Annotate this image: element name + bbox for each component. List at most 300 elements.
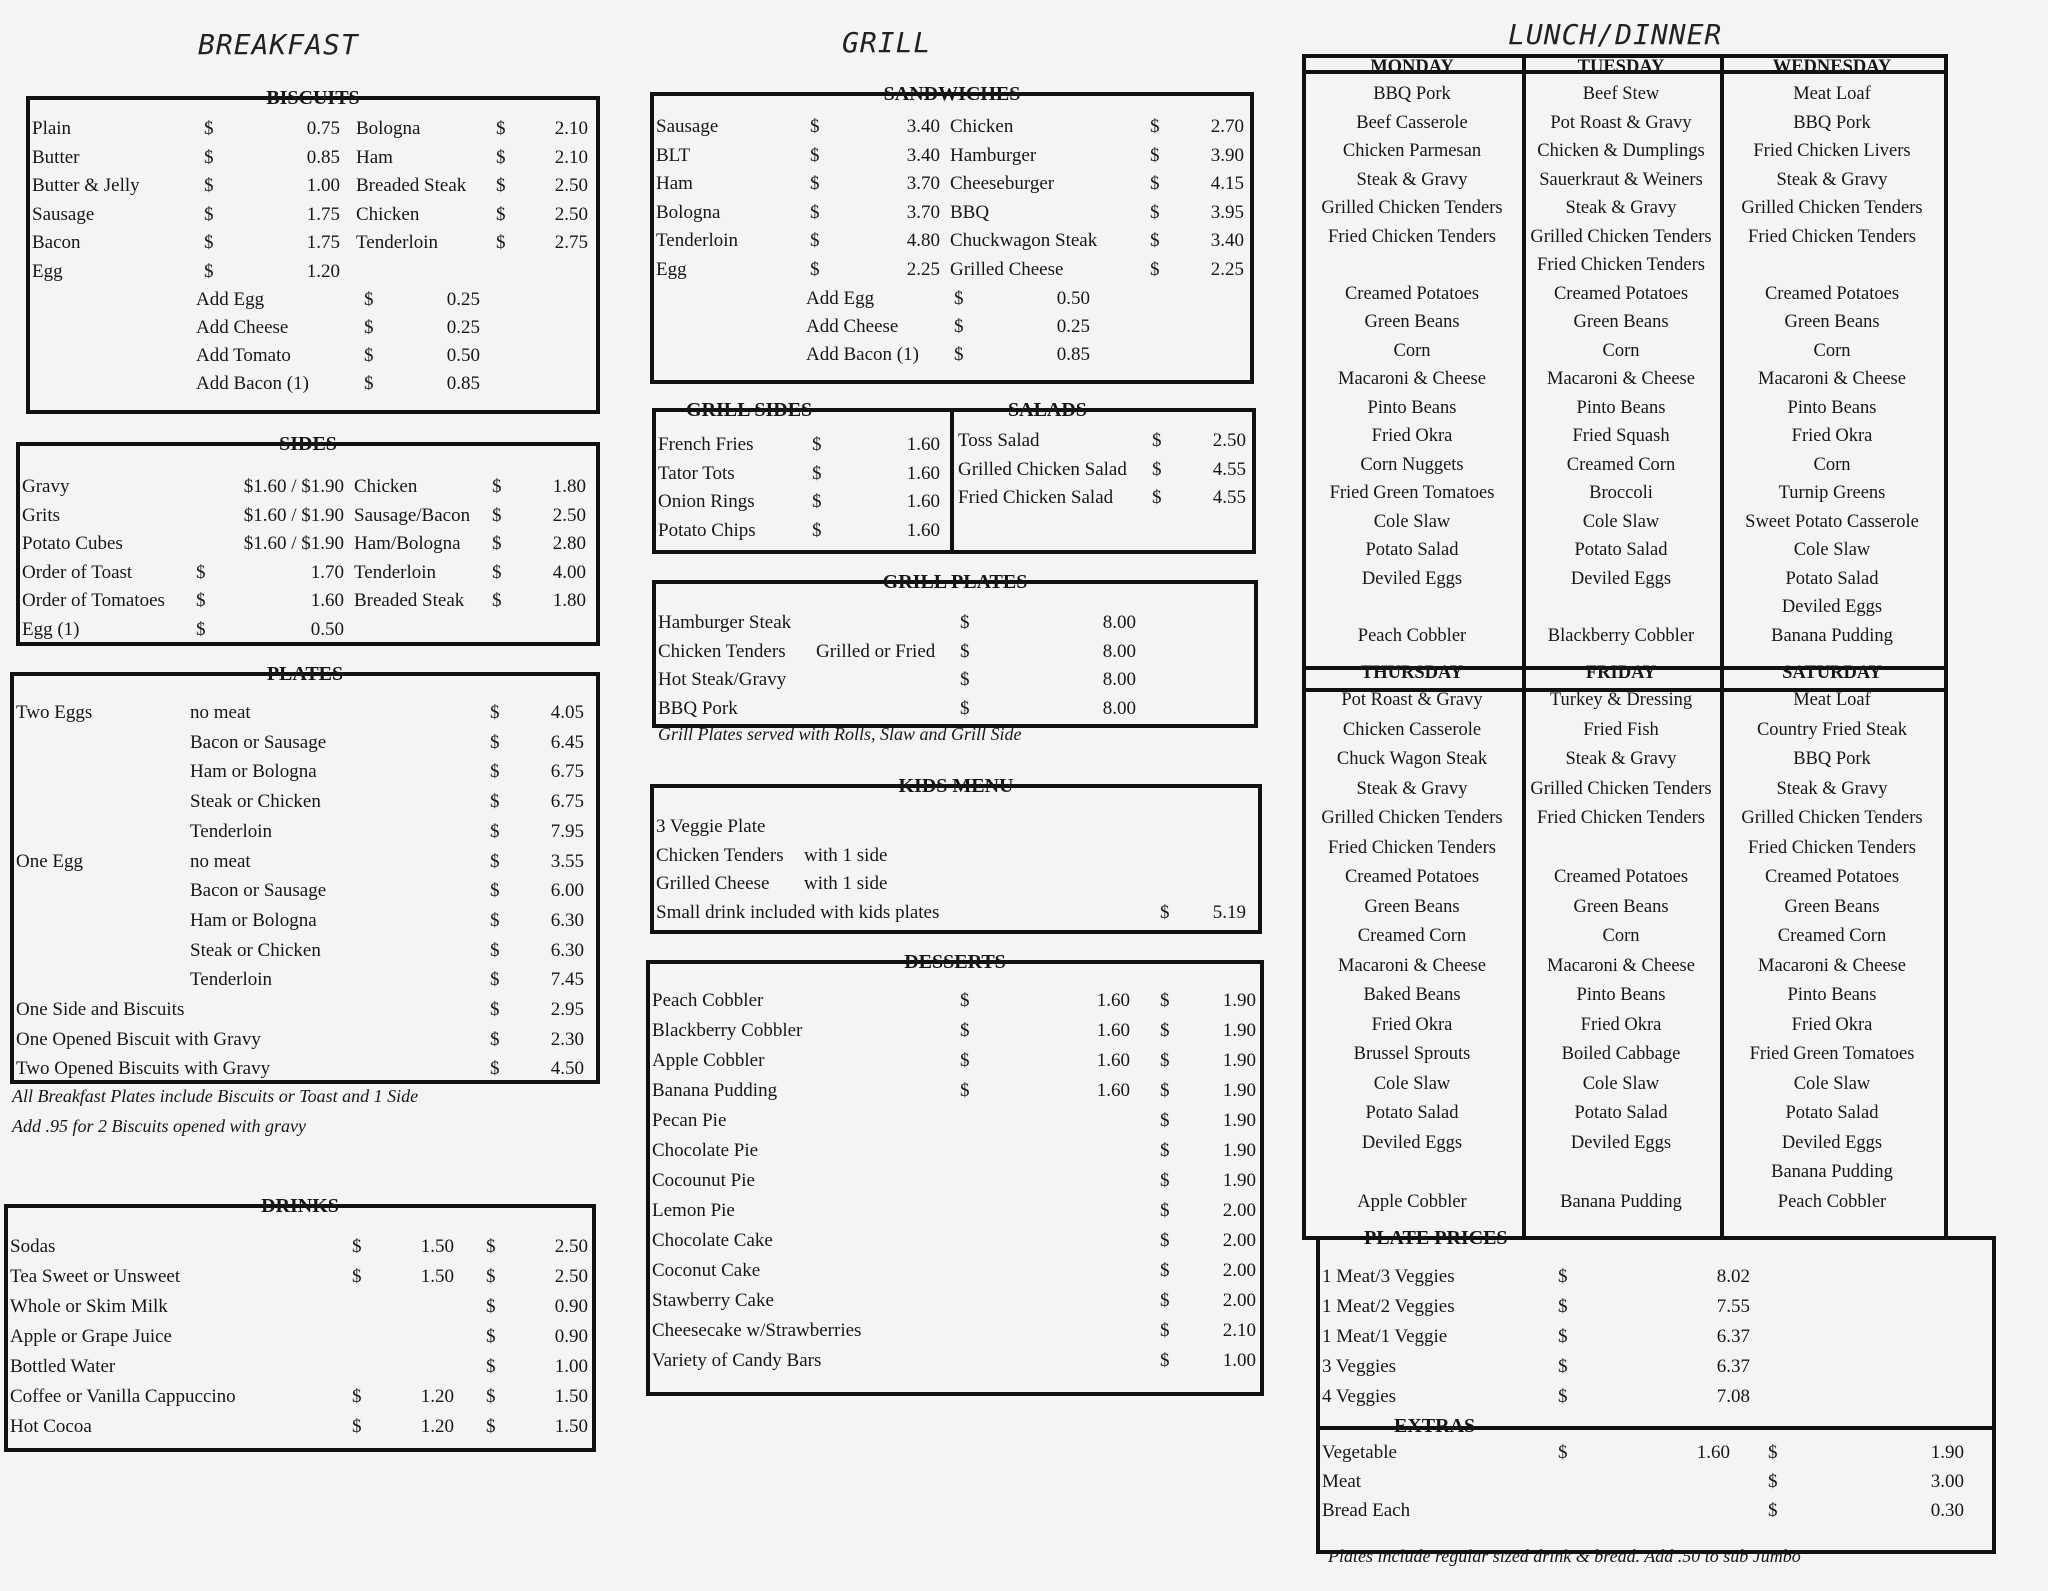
kids-menu-section [650, 775, 1262, 934]
grill-side-item-price: 1.60 [906, 434, 940, 455]
grill-plate-item-cur: $ [960, 612, 970, 633]
sandwich-item-cur: $ [810, 258, 820, 280]
day-menu-item: Chicken Casserole [1342, 719, 1482, 740]
day-menu-item: Sauerkraut & Weiners [1539, 169, 1703, 190]
sandwich-item-name: BBQ [950, 201, 990, 223]
day-column-monday [1306, 56, 1518, 650]
biscuit-item-price: 2.10 [554, 146, 588, 168]
drink-item-p1: 1.20 [420, 1416, 454, 1437]
sandwich-item-cur: $ [1150, 173, 1160, 194]
drink-item-p1: 1.20 [420, 1386, 454, 1407]
day-menu-item: Banana Pudding [1771, 1162, 1893, 1182]
day-menu-item: Cole Slaw [1373, 1073, 1451, 1094]
biscuit-addon-price: 0.25 [446, 317, 480, 338]
sandwich-item-name: Sausage [656, 116, 719, 137]
plate-item-price: 6.75 [550, 791, 584, 813]
drink-item [8, 1232, 592, 1261]
grill-side-item-cur: $ [812, 462, 822, 484]
day-menu-item: Fried Okra [1791, 426, 1873, 446]
drink-item-c1: $ [352, 1236, 362, 1257]
day-menu-item: Grilled Chicken Tenders [1321, 808, 1503, 828]
day-menu-item: Potato Salad [1365, 540, 1459, 560]
day-column-saturday [1722, 662, 1942, 1217]
plate-item-cur: $ [490, 702, 500, 723]
dessert-item [650, 1226, 1260, 1255]
day-menu-item: Turkey & Dressing [1549, 690, 1693, 710]
drink-item [8, 1292, 592, 1321]
biscuit-item-price: 1.00 [306, 175, 340, 196]
side-item-cur: $ [196, 590, 206, 611]
day-menu-item: Creamed Potatoes [1764, 867, 1900, 887]
grill-side-item-name: Tator Tots [658, 462, 735, 484]
dessert-item-p1: 1.60 [1096, 1020, 1130, 1041]
day-menu-item: Fried Chicken Tenders [1328, 226, 1496, 247]
desserts-title: DESSERTS [904, 951, 1006, 973]
dessert-item [650, 1016, 1260, 1045]
side-item-price: 4.00 [552, 561, 586, 583]
plate-item-price: 4.50 [550, 1058, 584, 1080]
day-menu-item: Grilled Chicken Tenders [1741, 808, 1923, 828]
side-item-name: Chicken [354, 476, 418, 497]
day-menu-item [1524, 593, 1718, 622]
plates-note-2: Add .95 for 2 Biscuits opened with gravy [12, 1116, 306, 1136]
dessert-item [650, 1046, 1260, 1075]
plate-price-item-name: 1 Meat/3 Veggies [1322, 1266, 1455, 1287]
day-menu-item: Corn [1813, 340, 1851, 361]
plate-item-price: 7.45 [550, 969, 584, 991]
extra-item-name: Meat [1322, 1471, 1362, 1492]
grill-plate-item-extra: Grilled or Fried [816, 640, 936, 662]
biscuit-item-cur: $ [204, 203, 214, 225]
dessert-item-c2: $ [1160, 1260, 1170, 1281]
day-menu-item: Macaroni & Cheese [1758, 955, 1906, 976]
sandwich-addon-name: Add Egg [806, 288, 875, 309]
plate-item [14, 936, 596, 965]
salads-title: SALADS [1008, 399, 1087, 421]
kids-item [654, 841, 1258, 870]
day-menu-item: Potato Salad [1785, 1103, 1879, 1123]
day-menu-item: Creamed Potatoes [1553, 867, 1689, 887]
drink-item [8, 1322, 592, 1351]
day-menu-item: Creamed Corn [1777, 926, 1887, 946]
sandwich-item [654, 141, 1250, 170]
day-menu-item: Peach Cobbler [1777, 1191, 1887, 1212]
day-menu-item: Banana Pudding [1771, 625, 1893, 646]
biscuit-item [30, 257, 596, 286]
dessert-item-p2: 1.90 [1222, 1110, 1256, 1131]
day-menu-item: Banana Pudding [1560, 1191, 1682, 1212]
side-item [20, 529, 596, 558]
dessert-item-c1: $ [960, 990, 970, 1011]
grill-side-item-price: 1.60 [906, 491, 940, 512]
dessert-item [650, 1346, 1260, 1375]
sandwich-item-name: Chuckwagon Steak [950, 230, 1098, 251]
day-menu-item: Corn [1813, 454, 1851, 475]
day-menu-item: Fried Chicken Tenders [1537, 255, 1705, 275]
plate-item [14, 995, 596, 1024]
dessert-item-name: Apple Cobbler [652, 1050, 765, 1071]
dessert-item-c1: $ [960, 1080, 970, 1101]
biscuit-item-price: 1.20 [306, 260, 340, 282]
plate-price-item-price: 7.55 [1716, 1296, 1750, 1317]
side-item-name: Breaded Steak [354, 590, 465, 611]
plate-price-item-cur: $ [1558, 1266, 1568, 1287]
day-menu-item: Green Beans [1364, 896, 1460, 917]
dessert-item-name: Banana Pudding [652, 1080, 778, 1101]
biscuit-item-cur: $ [496, 146, 506, 168]
biscuit-addon [30, 341, 596, 370]
dessert-item-c2: $ [1160, 1140, 1170, 1161]
grill-plate-item-name: Chicken Tenders [658, 640, 786, 662]
plate-item-item: Steak or Chicken [190, 939, 321, 961]
side-item [20, 586, 596, 615]
salad-item-name: Toss Salad [958, 430, 1040, 451]
plate-price-item-name: 1 Meat/2 Veggies [1322, 1296, 1455, 1317]
day-menu-item: Fried Chicken Tenders [1748, 837, 1916, 858]
plate-item-cur: $ [490, 791, 500, 813]
sandwich-item [654, 255, 1250, 284]
sandwich-item [654, 169, 1250, 198]
grill-plates-section [652, 571, 1258, 728]
sandwich-addon-name: Add Bacon (1) [806, 344, 919, 365]
day-menu-item: Creamed Corn [1566, 454, 1676, 475]
plate-price-item [1320, 1292, 1992, 1321]
grill-plate-item-price: 8.00 [1102, 640, 1136, 662]
side-item-price: 0.50 [310, 618, 344, 640]
drink-item-name: Whole or Skim Milk [10, 1296, 168, 1317]
kids-item-name: Grilled Cheese [656, 873, 770, 894]
sandwich-addon [654, 312, 1250, 341]
biscuit-item-cur: $ [204, 175, 214, 196]
side-item-cur: $ [492, 533, 502, 554]
extra-item-c2: $ [1768, 1471, 1778, 1492]
drink-item-c1: $ [352, 1416, 362, 1437]
dessert-item-p2: 1.90 [1222, 1170, 1256, 1191]
day-menu-item: Deviled Eggs [1781, 1132, 1883, 1153]
sandwich-item [654, 112, 1250, 141]
day-menu-item: Deviled Eggs [1570, 568, 1672, 589]
day-menu-item: Macaroni & Cheese [1338, 955, 1486, 976]
sandwich-item-cur: $ [810, 116, 820, 137]
drink-item-p2: 2.50 [554, 1236, 588, 1257]
sandwich-addon [654, 340, 1250, 369]
sandwich-item-cur: $ [1150, 230, 1160, 251]
biscuit-item [30, 143, 596, 172]
day-menu-item: Grilled Chicken Tenders [1321, 198, 1503, 218]
sandwich-item-price: 2.25 [906, 258, 940, 280]
sandwich-item-cur: $ [1150, 116, 1160, 137]
day-menu-item [1306, 1158, 1518, 1188]
biscuit-item-name: Plain [32, 118, 72, 139]
side-item-cur: $ [492, 561, 502, 583]
dessert-item [650, 1316, 1260, 1345]
plate-price-item [1320, 1352, 1992, 1381]
day-menu-item: Creamed Potatoes [1344, 867, 1480, 887]
side-item-price: 2.50 [552, 504, 586, 526]
sandwich-addon-name: Add Cheese [806, 316, 899, 337]
side-item-name: Gravy [22, 476, 70, 497]
drinks-section [4, 1195, 596, 1452]
salad-item [656, 455, 1252, 484]
day-menu-item: Deviled Eggs [1781, 597, 1883, 617]
biscuit-item-cur: $ [204, 146, 214, 168]
salad-item-price: 4.55 [1212, 458, 1246, 480]
day-column-tuesday [1524, 56, 1718, 650]
sandwich-item-name: Cheeseburger [950, 173, 1055, 194]
day-menu-item: Beef Stew [1582, 84, 1660, 104]
day-menu-item: Fried Okra [1371, 1014, 1453, 1035]
plate-price-item-cur: $ [1558, 1386, 1568, 1407]
biscuit-item-name: Tenderloin [356, 232, 439, 253]
plate-item-price: 6.75 [550, 761, 584, 783]
plate-item-group: Two Eggs [16, 702, 93, 723]
day-menu-item: Green Beans [1784, 896, 1880, 917]
day-menu-item: Apple Cobbler [1357, 1191, 1467, 1212]
sandwich-item-name: Egg [656, 258, 687, 280]
dessert-item-p2: 1.90 [1222, 1020, 1256, 1041]
drink-item-name: Apple or Grape Juice [10, 1326, 172, 1347]
biscuit-addon-cur: $ [364, 289, 374, 310]
day-menu-item: Fried Squash [1572, 426, 1670, 446]
dessert-item-c2: $ [1160, 1110, 1170, 1131]
drink-item-p2: 1.50 [554, 1416, 588, 1437]
side-item [20, 501, 596, 530]
day-menu-item: Fried Chicken Livers [1753, 141, 1911, 161]
biscuit-item-cur: $ [496, 118, 506, 139]
plate-price-item-name: 3 Veggies [1322, 1356, 1397, 1377]
day-heading: MONDAY [1370, 57, 1454, 77]
day-heading: FRIDAY [1585, 663, 1657, 683]
dessert-item-c2: $ [1160, 1080, 1170, 1101]
grill-side-item [656, 516, 1252, 545]
side-item-name: Order of Tomatoes [22, 590, 165, 611]
plate-item-cur: $ [490, 731, 500, 753]
biscuit-addon-cur: $ [364, 345, 374, 366]
grill-side-item-name: Potato Chips [658, 519, 756, 541]
day-menu-item: Baked Beans [1363, 985, 1461, 1005]
plate-item-price: 6.30 [550, 939, 584, 961]
day-menu-item: Grilled Chicken Tenders [1530, 226, 1712, 247]
dessert-item-name: Cheesecake w/Strawberries [652, 1320, 862, 1341]
dessert-item-p2: 2.00 [1222, 1260, 1256, 1281]
dessert-item-p2: 1.00 [1222, 1350, 1256, 1371]
plate-item-price: 2.30 [550, 1028, 584, 1050]
sandwich-item-price: 2.25 [1210, 258, 1244, 280]
plate-item-item: Ham or Bologna [190, 761, 317, 783]
day-menu-item: Peach Cobbler [1357, 625, 1467, 646]
side-item-name: Potato Cubes [22, 533, 123, 554]
extra-item-c2: $ [1768, 1442, 1778, 1463]
dessert-item-name: Variety of Candy Bars [652, 1350, 822, 1371]
drink-item-name: Hot Cocoa [10, 1416, 92, 1437]
biscuit-item-price: 0.75 [306, 118, 340, 139]
day-menu-item: Grilled Chicken Tenders [1741, 198, 1923, 218]
biscuit-addon-price: 0.50 [446, 345, 480, 366]
biscuit-item-name: Sausage [32, 203, 95, 225]
dessert-item-p2: 1.90 [1222, 990, 1256, 1011]
day-menu-item: Macaroni & Cheese [1547, 369, 1695, 389]
plate-price-item [1320, 1382, 1992, 1411]
dessert-item-name: Pecan Pie [652, 1110, 727, 1131]
side-item-name: Tenderloin [354, 561, 437, 583]
grill-plate-item-cur: $ [960, 640, 970, 662]
extra-item [1320, 1438, 1992, 1467]
day-column-wednesday [1722, 56, 1942, 650]
side-item [20, 472, 596, 501]
day-column-friday [1524, 662, 1718, 1217]
plate-item [14, 906, 596, 935]
biscuit-addon-name: Add Egg [196, 289, 265, 310]
day-menu-item: Blackberry Cobbler [1547, 625, 1695, 646]
grill-plate-item-price: 8.00 [1102, 612, 1136, 633]
day-menu-item: Creamed Potatoes [1553, 283, 1689, 304]
salad-item-cur: $ [1152, 458, 1162, 480]
plate-item-price: 4.05 [550, 702, 584, 723]
biscuit-addon [30, 285, 596, 314]
day-menu-item: BBQ Pork [1373, 84, 1451, 104]
biscuit-addon-cur: $ [364, 317, 374, 338]
sandwich-item-price: 3.40 [906, 116, 940, 137]
day-menu-item: Pot Roast & Gravy [1341, 690, 1483, 710]
salad-item [656, 483, 1252, 512]
dessert-item-name: Cocounut Pie [652, 1170, 755, 1191]
extra-item-p2: 3.00 [1930, 1471, 1964, 1492]
dessert-item [650, 1136, 1260, 1165]
plate-item [14, 817, 596, 846]
plate-item [14, 1054, 596, 1083]
plate-item-cur: $ [490, 909, 500, 931]
plate-item-cur: $ [490, 1028, 500, 1050]
sandwich-addon-price: 0.85 [1056, 344, 1090, 365]
extra-item-c2: $ [1768, 1500, 1778, 1521]
dessert-item [650, 986, 1260, 1015]
day-menu-item: Steak & Gravy [1565, 749, 1677, 769]
sandwich-addon-cur: $ [954, 344, 964, 365]
plate-prices-section [1316, 1227, 1996, 1554]
plate-item-item: Bacon or Sausage [190, 880, 327, 902]
day-menu-item: Chicken Parmesan [1342, 141, 1482, 161]
sandwich-item-price: 3.40 [906, 144, 940, 166]
sandwich-item-price: 4.15 [1210, 173, 1244, 194]
day-menu-item: Deviled Eggs [1570, 1132, 1672, 1153]
plate-item-price: 6.00 [550, 880, 584, 902]
day-menu-item: Turnip Greens [1778, 483, 1886, 503]
salad-item-price: 2.50 [1212, 430, 1246, 451]
biscuit-addon [30, 313, 596, 342]
drink-item-c2: $ [486, 1386, 496, 1407]
salad-item-name: Fried Chicken Salad [958, 487, 1114, 508]
sandwich-item-name: Tenderloin [656, 230, 739, 251]
dessert-item-c2: $ [1160, 1320, 1170, 1341]
plate-item [14, 876, 596, 905]
day-menu-item: Pot Roast & Gravy [1550, 112, 1692, 133]
day-menu-item [1306, 593, 1518, 622]
biscuit-item-cur: $ [496, 232, 506, 253]
sides-title: SIDES [279, 433, 337, 455]
day-menu-item: Creamed Potatoes [1344, 283, 1480, 304]
sandwich-addon-price: 0.50 [1056, 288, 1090, 309]
grill-side-item-price: 1.60 [906, 519, 940, 541]
dessert-item-c2: $ [1160, 1290, 1170, 1311]
day-menu-item: Fried Chicken Tenders [1537, 808, 1705, 828]
dessert-item-name: Lemon Pie [652, 1200, 735, 1221]
grill-plate-item [656, 665, 1254, 694]
lunch-dinner-heading: LUNCH/DINNER [1508, 18, 1723, 51]
day-menu-item: Macaroni & Cheese [1338, 369, 1486, 389]
side-item-price: $1.60 / $1.90 [243, 476, 344, 497]
dessert-item-p2: 2.10 [1222, 1320, 1256, 1341]
day-menu-item: Green Beans [1573, 896, 1669, 917]
biscuit-item-name: Bacon [32, 232, 81, 253]
biscuit-item-price: 0.85 [306, 146, 340, 168]
grill-plate-item [656, 694, 1254, 723]
biscuit-item-cur: $ [204, 232, 214, 253]
plate-price-item [1320, 1262, 1992, 1291]
side-item-name: Ham/Bologna [354, 533, 461, 554]
dessert-item-p1: 1.60 [1096, 1080, 1130, 1101]
day-menu-item: Potato Salad [1365, 1103, 1459, 1123]
sandwich-addon-price: 0.25 [1056, 316, 1090, 337]
side-item-price: 1.60 [310, 590, 344, 611]
day-menu-item: Boiled Cabbage [1561, 1044, 1681, 1064]
side-item-price: 1.70 [310, 561, 344, 583]
plate-price-item-cur: $ [1558, 1296, 1568, 1317]
day-heading: WEDNESDAY [1772, 57, 1892, 77]
plate-item-price: 3.55 [550, 850, 584, 872]
side-item-cur: $ [492, 590, 502, 611]
day-menu-item: Pinto Beans [1367, 397, 1457, 418]
dessert-item [650, 1076, 1260, 1105]
day-menu-item: Chicken & Dumplings [1537, 141, 1705, 161]
plate-item-item: Ham or Bologna [190, 909, 317, 931]
dessert-item-name: Peach Cobbler [652, 990, 764, 1011]
side-item-price: 1.80 [552, 590, 586, 611]
biscuit-item [30, 200, 596, 229]
day-menu-item: Green Beans [1364, 312, 1460, 332]
plate-item-price: 6.45 [550, 731, 584, 753]
sandwiches-title: SANDWICHES [883, 83, 1021, 105]
day-menu-item: Fried Okra [1580, 1014, 1662, 1035]
side-item-name: Egg (1) [22, 618, 80, 640]
day-menu-item: Corn Nuggets [1360, 454, 1464, 475]
salad-item-cur: $ [1152, 430, 1162, 451]
extras-title: EXTRAS [1394, 1415, 1476, 1437]
sandwich-item-price: 3.40 [1210, 230, 1244, 251]
sandwich-item-cur: $ [1150, 201, 1160, 223]
plate-price-item-cur: $ [1558, 1326, 1568, 1347]
sandwich-addon-cur: $ [954, 316, 964, 337]
dessert-item-name: Stawberry Cake [652, 1290, 774, 1311]
plate-item-cur: $ [490, 1058, 500, 1080]
day-menu-item: Grilled Chicken Tenders [1530, 778, 1712, 799]
day-menu-item: Fried Chicken Tenders [1748, 226, 1916, 247]
day-menu-item [1722, 251, 1942, 280]
plate-item-group: One Side and Biscuits [16, 999, 185, 1020]
grill-side-item-price: 1.60 [906, 462, 940, 484]
day-menu-item: BBQ Pork [1793, 749, 1871, 769]
drink-item-p2: 1.00 [554, 1356, 588, 1377]
sandwich-item-cur: $ [810, 173, 820, 194]
drink-item-c2: $ [486, 1326, 496, 1347]
day-menu-item: Cole Slaw [1793, 1073, 1871, 1094]
extra-item-name: Vegetable [1322, 1442, 1397, 1463]
kids-item-name: Small drink included with kids plates [656, 901, 940, 923]
salad-item [656, 426, 1252, 455]
plate-prices-title: PLATE PRICES [1364, 1227, 1508, 1249]
drink-item-p2: 0.90 [554, 1296, 588, 1317]
sandwich-item-price: 3.90 [1210, 144, 1244, 166]
dessert-item-p2: 1.90 [1222, 1140, 1256, 1161]
